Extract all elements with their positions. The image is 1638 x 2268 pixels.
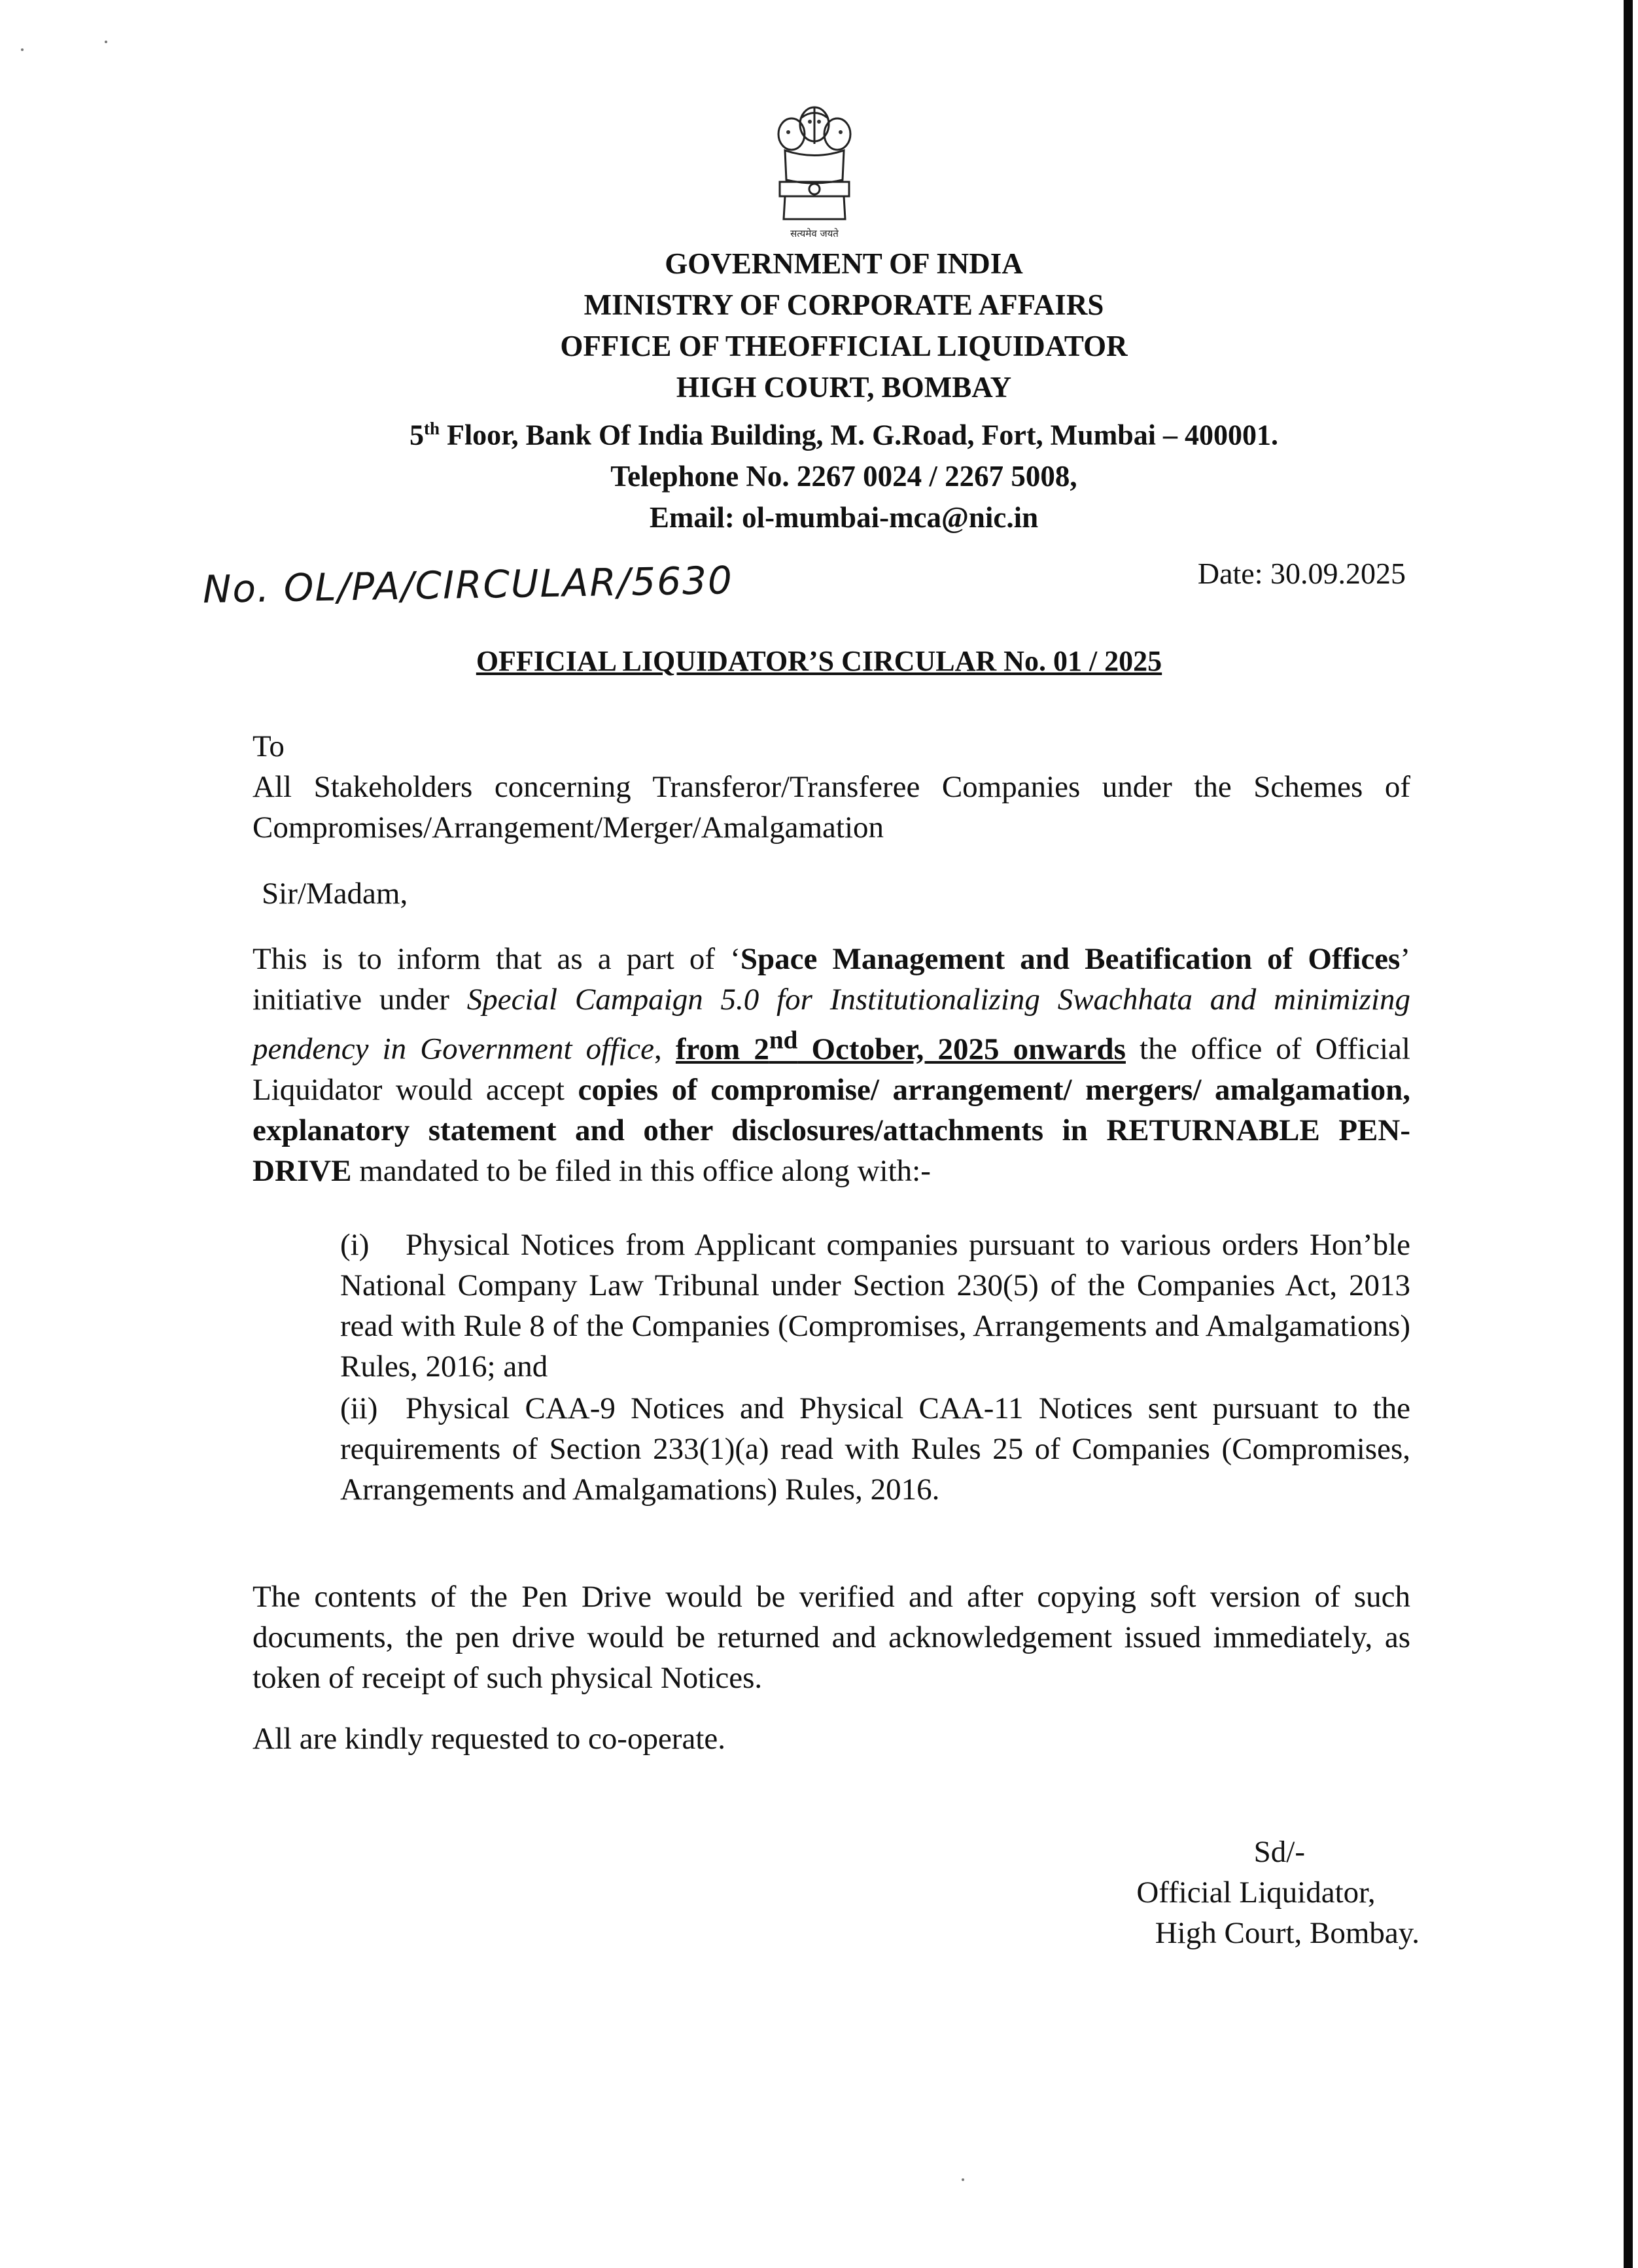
header-government: GOVERNMENT OF INDIA [665, 247, 1023, 280]
document-date: Date: 30.09.2025 [1197, 557, 1406, 590]
scan-speck [962, 2178, 964, 2181]
header-telephone: Telephone No. 2267 0024 / 2267 5008, [610, 459, 1077, 493]
national-emblem-icon [765, 98, 863, 242]
addressee: All Stakeholders concerning Transferor/Transferee Companies under the Schemes of Compromises/Arrangement/Merger/Amalgamation [253, 770, 1410, 845]
list-item: (ii) Physical CAA-9 Notices and Physical CAA-11 Notices sent pursuant to the requirements of Section 233(1)(a) read with Rules 25 of Companies (Compromises, Arrangements and Amalgamations) Rules, 2016. [340, 1391, 1410, 1507]
pen-drive-paragraph: The contents of the Pen Drive would be verified and after copying soft version of such documents, the pen drive would be returned and acknowledgement issued immediately, as token of receipt of such physical Notices. [253, 1580, 1410, 1695]
scan-speck [105, 41, 107, 43]
closing-request: All are kindly requested to co-operate. [253, 1722, 725, 1756]
header-email: Email: ol-mumbai-mca@nic.in [649, 500, 1039, 534]
handwritten-reference-number: No. OL/PA/CIRCULAR/5630 [202, 557, 734, 612]
scan-border [1624, 0, 1633, 2268]
header-ministry: MINISTRY OF CORPORATE AFFAIRS [584, 288, 1104, 321]
main-paragraph: This is to inform that as a part of ‘Space Management and Beatification of Offices’ initiative under Special Campaign 5.0 for Institutionalizing Swachhata and minimizing pendency in Government office, from 2nd October, 2025 onwards the office of Official Liquidator would accept copies of compromise/ arrangement/ mergers/ amalgamation, explanatory statement and other disclosures/attachments in RETURNABLE PEN-DRIVE mandated to be filed in this office along with:- [253, 942, 1410, 1188]
signature-block [1092, 1832, 1420, 1953]
letterhead [262, 243, 1426, 538]
to-label: To [253, 729, 285, 763]
signatory-place: High Court, Bombay. [1155, 1916, 1420, 1950]
header-address: 5th Floor, Bank Of India Building, M. G.Road, Fort, Mumbai – 400001. [410, 419, 1278, 451]
circular-title: OFFICIAL LIQUIDATOR’S CIRCULAR No. 01 / 2025 [476, 645, 1162, 677]
header-court: HIGH COURT, BOMBAY [676, 371, 1012, 404]
header-office: OFFICE OF THEOFFICIAL LIQUIDATOR [560, 330, 1128, 362]
signature-sd: Sd/- [1253, 1835, 1305, 1869]
emblem-motto: सत्यमेव जयते [790, 228, 839, 239]
salutation: Sir/Madam, [262, 877, 408, 911]
list-item: (i) Physical Notices from Applicant companies pursuant to various orders Hon’ble National Company Law Tribunal under Section 230(5) of the Companies Act, 2013 read with Rule 8 of the Companies (Compromises, Arrangements and Amalgamations) Rules, 2016; and [340, 1228, 1410, 1384]
signatory-title: Official Liquidator, [1136, 1875, 1376, 1910]
scan-speck [21, 48, 24, 51]
